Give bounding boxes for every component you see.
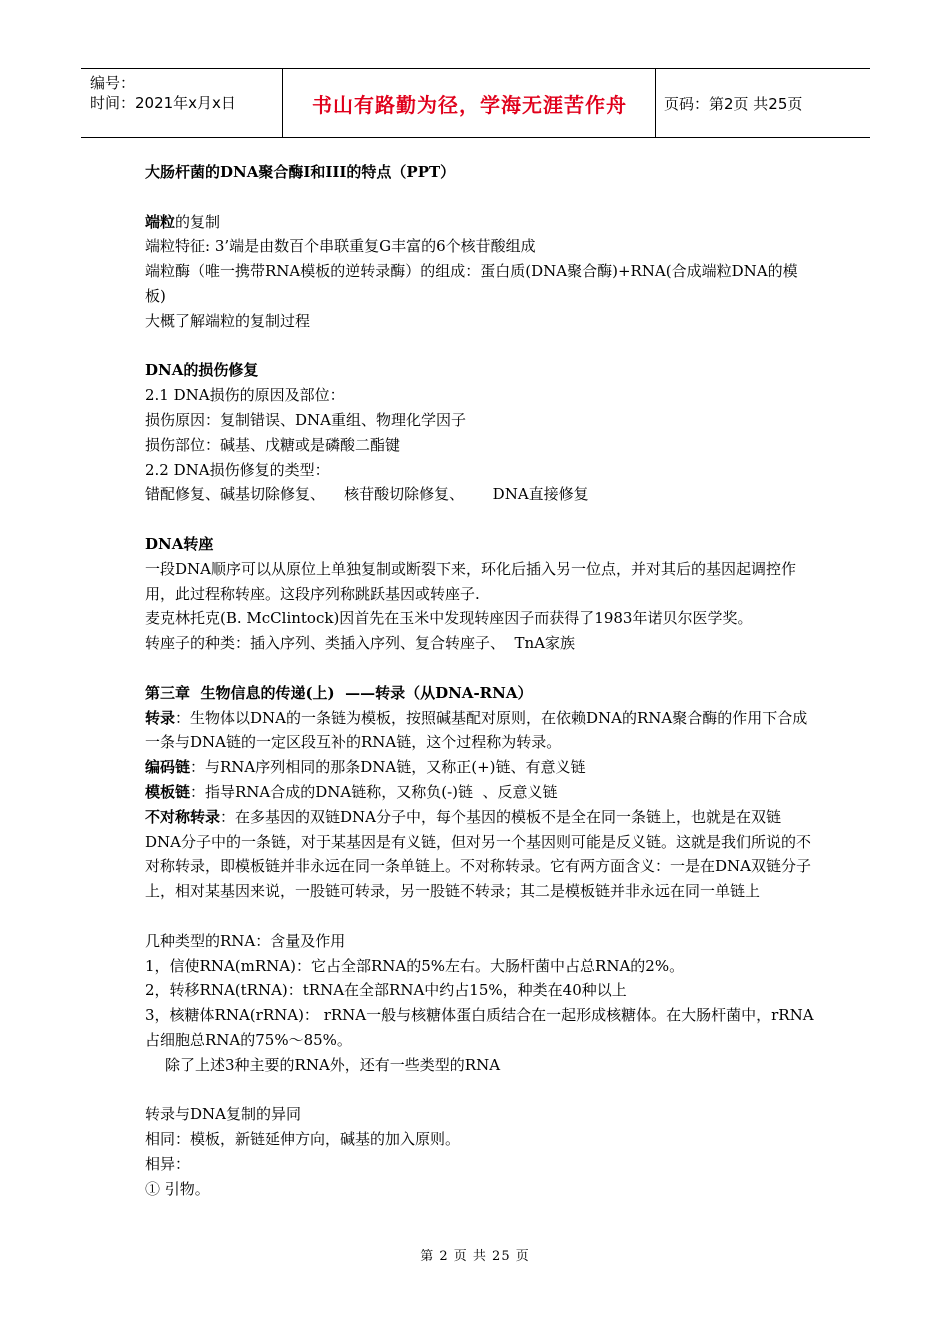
rna-types-line: 2，转移RNA(tRNA)：tRNA在全部RNA中约占15%，种类在40种以上 (145, 981, 627, 1000)
header-time-label: 时间：2021年x月x日 (90, 94, 236, 112)
telomere-title (145, 210, 815, 235)
page-header (81, 68, 870, 138)
comparison-line: 相异： (145, 1154, 191, 1173)
asym-def: ：在多基因的双链DNA分子中，每个基因的模板不是全在同一条链上，也就是在双链DNA分子中的一条链，对于某基因是有义链，但对另一个基因则可能是反义链。这就是我们所说的不对称转录，即模板链并非永远在同一条单链上。不对称转录。它有两方面含义：一是在DNA双链分子上，相对某基因来说，一股链可转录，另一股链不转录；其二是模板链并非永远在同一单链上 (145, 807, 811, 901)
header-divider-left (282, 69, 283, 137)
header-page-info: 页码：第2页 共25页 (664, 94, 803, 113)
telomere-line: 端粒特征: 3’端是由数百个串联重复G丰富的6个核苷酸组成 (145, 237, 536, 256)
coding-paragraph (145, 755, 815, 780)
asym-paragraph (145, 805, 815, 904)
repair-line: 错配修复、碱基切除修复、 核苷酸切除修复、 DNA直接修复 (145, 485, 589, 504)
rna-types-line: 1，信使RNA(mRNA)：它占全部RNA的5%左右。大肠杆菌中占总RNA的2%。 (145, 956, 685, 975)
ecoli-title: 大肠杆菌的DNA聚合酶I和III的特点（PPT） (145, 163, 456, 181)
document-body (145, 160, 815, 1201)
coding-def: ：与RNA序列相同的那条DNA链，又称正(+)链、有意义链 (190, 758, 586, 777)
transposon-line: 一段DNA顺序可以从原位上单独复制或断裂下来，环化后插入另一位点，并对其后的基因起调控作用，此过程称转座。这段序列称跳跃基因或转座子. (145, 559, 796, 603)
header-number-label: 编号： (90, 74, 136, 92)
template-term: 模板链 (145, 782, 191, 801)
chapter3-title: 第三章 生物信息的传递(上) ——转录（从DNA-RNA） (145, 683, 533, 702)
transcription-term: 转录 (145, 708, 176, 727)
transposon-line: 转座子的种类：插入序列、类插入序列、复合转座子、 TnA家族 (145, 634, 576, 653)
rna-types-line: 3，核糖体RNA(rRNA)： rRNA一般与核糖体蛋白质结合在一起形成核糖体。在大肠杆菌中，rRNA占细胞总RNA的75%～85%。 (145, 1006, 814, 1049)
rna-types-line: 几种类型的RNA：含量及作用 (145, 931, 346, 950)
template-def: ：指导RNA合成的DNA链称，又称负(-)链 、反意义链 (190, 782, 558, 801)
asym-term: 不对称转录 (145, 807, 221, 826)
telomere-line: 大概了解端粒的复制过程 (145, 311, 311, 330)
header-motto: 书山有路勤为径，学海无涯苦作舟 (312, 92, 627, 117)
repair-line: 损伤原因：复制错误、DNA重组、物理化学因子 (145, 410, 466, 429)
transcription-def: ：生物体以DNA的一条链为模板，按照碱基配对原则，在依赖DNA的RNA聚合酶的作用下合成一条与DNA链的一定区段互补的RNA链，这个过程称为转录。 (145, 708, 808, 752)
transcription-paragraph (145, 706, 815, 756)
repair-line: 2.1 DNA损伤的原因及部位： (145, 386, 345, 405)
repair-line: 2.2 DNA损伤修复的类型： (145, 460, 330, 479)
comparison-line: 转录与DNA复制的异同 (145, 1105, 301, 1124)
comparison-line: ① 引物。 (145, 1179, 210, 1198)
coding-term: 编码链 (145, 758, 191, 777)
rna-types-extra: 除了上述3种主要的RNA外，还有一些类型的RNA (165, 1055, 501, 1074)
header-meta (90, 73, 280, 113)
repair-line: 损伤部位：碱基、戊糖或是磷酸二酯键 (145, 435, 401, 454)
telomere-line: 端粒酶（唯一携带RNA模板的逆转录酶）的组成：蛋白质(DNA聚合酶)+RNA(合成端粒DNA的模板) (145, 262, 798, 305)
template-paragraph (145, 780, 815, 805)
repair-title: DNA的损伤修复 (145, 361, 259, 380)
transposon-line: 麦克林托克(B. McClintock)因首先在玉米中发现转座因子而获得了1983年诺贝尔医学奖。 (145, 609, 753, 628)
telomere-title-rest: 的复制 (175, 212, 221, 231)
header-divider-right (655, 69, 656, 137)
comparison-line: 相同：模板，新链延伸方向，碱基的加入原则。 (145, 1130, 461, 1149)
transposon-title: DNA转座 (145, 534, 214, 553)
telomere-title-bold: 端粒 (145, 212, 176, 231)
page-footer: 第 2 页 共 25 页 (420, 1249, 530, 1264)
